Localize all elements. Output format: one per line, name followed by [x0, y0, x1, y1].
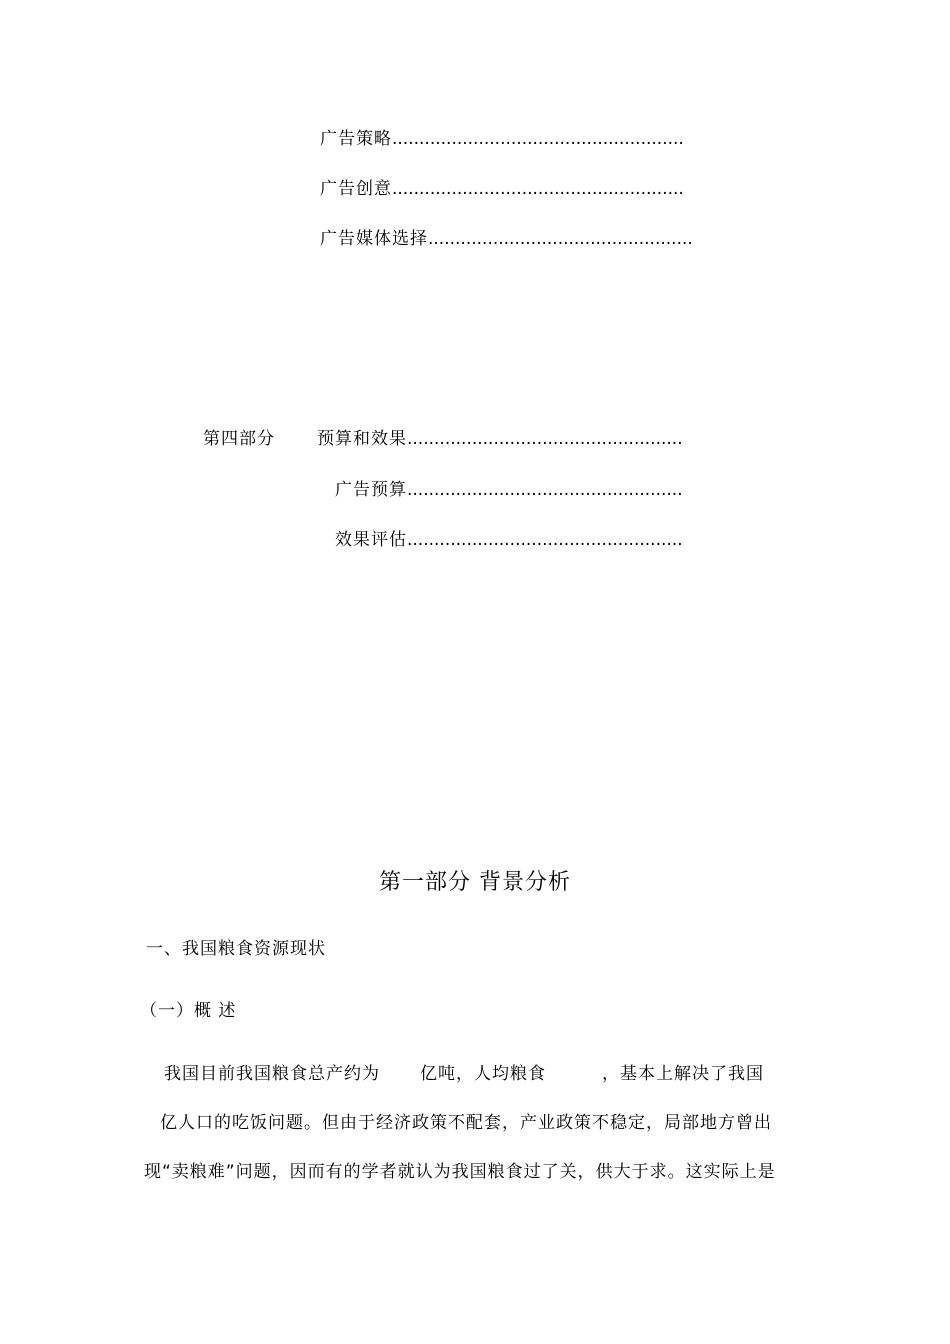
toc-item-budget-effect	[317, 428, 739, 450]
toc-leader-dots: ......................................................	[392, 179, 684, 199]
toc-item-label: 广告策略	[320, 129, 392, 149]
paragraph-line-3: 现“卖粮难”问题，因而有的学者就认为我国粮食过了关，供大于求。这实际上是	[144, 1162, 776, 1182]
section-title: 第一部分 背景分析	[379, 870, 571, 895]
toc-leader-dots: ...................................................	[407, 429, 683, 449]
toc-leader-dots: .................................................	[428, 229, 693, 249]
heading-level2: （一）概 述	[140, 1001, 237, 1021]
toc-item-ad-budget	[335, 479, 737, 501]
paragraph-text: ，基本上解决了我国	[602, 1064, 764, 1084]
paragraph-text: 我国目前我国粮食总产约为	[164, 1064, 380, 1084]
paragraph-line-2: 亿人口的吃饭问题。但由于经济政策不配套，产业政策不稳定，局部地方曾出	[160, 1113, 772, 1133]
toc-item-label: 效果评估	[335, 530, 407, 550]
toc-item-label: 广告预算	[335, 480, 407, 500]
toc-item-ad-creative	[320, 178, 742, 200]
toc-item-ad-strategy	[320, 128, 742, 150]
toc-part-label: 第四部分	[203, 429, 275, 449]
toc-leader-dots: ...................................................	[407, 480, 683, 500]
paragraph-text: 亿吨，人均粮食	[420, 1064, 546, 1084]
paragraph-line-1	[164, 1063, 764, 1085]
toc-item-effect-evaluation	[335, 529, 737, 551]
toc-item-media-selection	[320, 228, 742, 250]
toc-item-label: 预算和效果	[317, 429, 407, 449]
toc-item-label: 广告创意	[320, 179, 392, 199]
toc-leader-dots: ......................................................	[392, 129, 684, 149]
toc-item-label: 广告媒体选择	[320, 229, 428, 249]
toc-leader-dots: ...................................................	[407, 530, 683, 550]
heading-level1: 一、我国粮食资源现状	[146, 939, 326, 959]
